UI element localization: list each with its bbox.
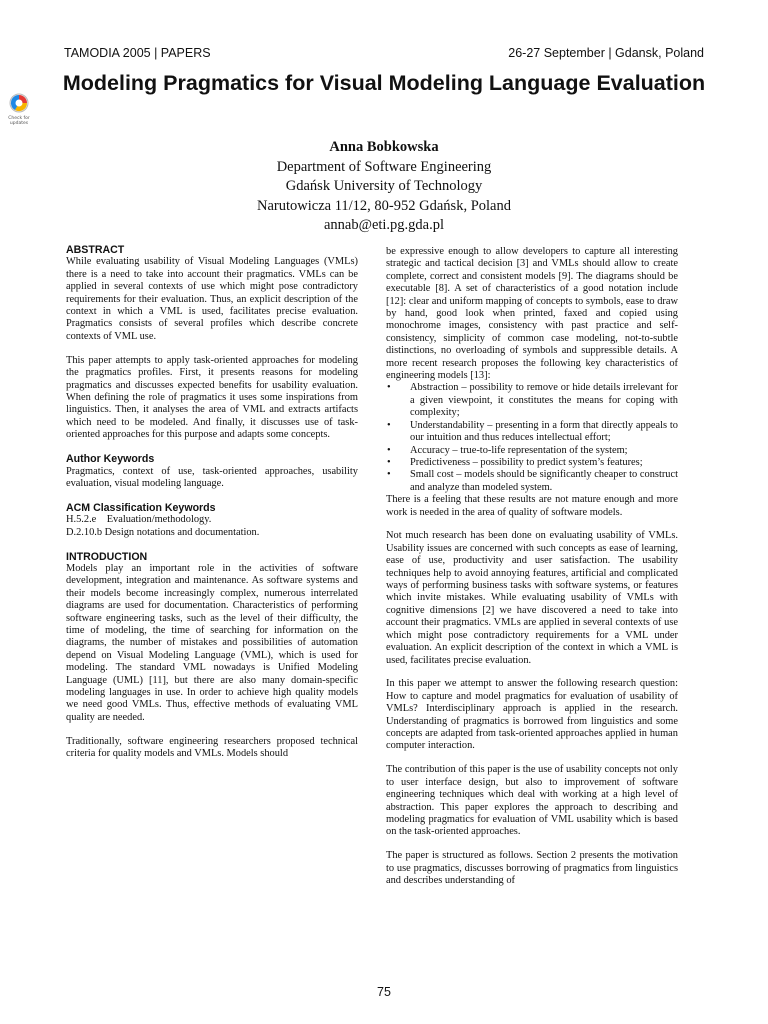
- svg-text:Check for: Check for: [8, 116, 30, 121]
- acm-keyword-1: H.5.2.e Evaluation/methodology.: [66, 514, 212, 526]
- bullet-icon: •: [387, 469, 391, 481]
- introduction-paragraph-2: Traditionally, software engineering researchers proposed technical criteria for quality models and VMLs. Models should: [66, 735, 358, 760]
- bullet-icon: •: [387, 456, 391, 468]
- check-for-updates-icon[interactable]: [6, 92, 32, 126]
- svg-text:updates: updates: [9, 121, 29, 126]
- list-item: • Understandability – presenting in a form that directly appeals to our intuition and thus reduces intellectual effort;: [387, 419, 678, 444]
- bullet-icon: •: [387, 382, 391, 394]
- right-column: [386, 246, 678, 899]
- list-item: • Predictiveness – possibility to predict system’s features;: [387, 456, 643, 468]
- right-paragraph-5: The contribution of this paper is the use of usability concepts not only to user interface design, but also to improvement of software engineering techniques which deal with working at a high level of abstraction. This paper explores the approach to describing and modeling pragmatics for evaluation of VML usability which is based on the task-oriented approaches.: [386, 764, 678, 838]
- left-column: [66, 244, 358, 772]
- introduction-heading: INTRODUCTION: [66, 550, 148, 563]
- author-university: Gdańsk University of Technology: [285, 178, 483, 194]
- right-paragraph-6: The paper is structured as follows. Section 2 presents the motivation to use pragmatics, discusses borrowing of pragmatics from linguistics and describes understanding of: [386, 850, 678, 887]
- list-item: • Accuracy – true-to-life representation of the system;: [387, 444, 628, 456]
- running-header-left: TAMODIA 2005 | PAPERS: [64, 46, 211, 60]
- list-item: • Abstraction – possibility to remove or hide details irrelevant for a given viewpoint, it constitutes the means for coping with complexity;: [387, 382, 678, 419]
- author-name: Anna Bobkowska: [329, 139, 439, 155]
- author-block: [0, 138, 768, 236]
- acm-keywords-heading: ACM Classification Keywords: [66, 501, 216, 514]
- running-header-right: 26-27 September | Gdansk, Poland: [508, 46, 704, 60]
- abstract-paragraph-2: This paper attempts to apply task-oriented approaches for modeling the pragmatics profiles. First, it presents reasons for modeling pragmatics and discusses expected benefits for usability evaluation. When defining the role of pragmatics it uses some inspirations from linguistics. Then, it analyses the area of VML and extracts artifacts which need to be modeled. And finally, it discusses use of task-oriented approaches for this purpose and adapts some concepts.: [66, 354, 358, 441]
- author-keywords-heading: Author Keywords: [66, 453, 155, 466]
- author-department: Department of Software Engineering: [276, 158, 492, 175]
- paper-title: Modeling Pragmatics for Visual Modeling Language Evaluation: [62, 71, 706, 95]
- bullet-icon: •: [387, 419, 391, 431]
- list-item: • Small cost – models should be significantly cheaper to construct and analyze than modeled system.: [387, 469, 678, 493]
- author-keywords-text: Pragmatics, context of use, task-oriented approaches, usability evaluation, visual modeling language.: [66, 465, 358, 489]
- page-number: 75: [377, 985, 391, 999]
- author-email: annab@eti.pg.gda.pl: [323, 217, 445, 233]
- bullet-icon: •: [387, 444, 391, 456]
- abstract-heading: ABSTRACT: [66, 244, 125, 256]
- right-paragraph-4: In this paper we attempt to answer the following research question: How to capture and model pragmatics for evaluation of usability of VMLs? Interdisciplinary approach is applied in the research. Understanding of pragmatics is borrowed from linguistics and some concepts are adapted from task-oriented approaches applied in human computer interaction.: [386, 678, 678, 752]
- introduction-paragraph-1: Models play an important role in the activities of software development, integration and maintenance. As software systems and their models become increasingly complex, numerous interrelated diagrams are used for documentation. Characteristics of performing software engineering tasks, such as the level of their difficulty, the time of modeling, the time of searching for information on the diagrams, the number of mistakes and possibilities of automation depend on Visual Modeling Language (VML), which is used for modeling. The standard VML nowadays is Unified Modeling Language (UML) [11], but there are also many domain-specific modeling languages in use. In order to achieve high quality models we need good VMLs. Thus, effective methods of evaluating VML quality are needed.: [66, 562, 358, 723]
- abstract-paragraph-1: While evaluating usability of Visual Modeling Languages (VMLs) there is a need to take into account their pragmatics. VMLs can be applied in several contexts of use which might pose contradictory requirements for their evaluation. Thus, an explicit description of the context in which a VML is used, facilitates precise evaluation. Pragmatics consists of several profiles which describe concrete contexts of VML use.: [66, 256, 358, 342]
- characteristics-list: [386, 382, 678, 494]
- right-paragraph-3: Not much research has been done on evaluating usability of VMLs. Usability issues are concerned with such concepts as ease of learning, ease of use, productivity and user satisfaction. The usability techniques help to avoid annoying features, artificial and complicated ways of performing business tasks with software systems, or features which invite mistakes. While evaluating usability of VMLs with cognitive dimensions [2] we have discovered a need to take into account their pragmatics. VMLs are applied in several contexts of use which might pose contradictory requirements for a VML under evaluation. An explicit description of the context in which a VML is used, facilitates precise evaluation.: [386, 530, 678, 666]
- right-paragraph-1: be expressive enough to allow developers to capture all interesting strategic and tactical decision [3] and VMLs should allow to create complete, correct and consistent models [9]. The diagrams should be executable [8]. A set of characteristics of a good notation include [12]: clear and uniform mapping of concepts to symbols, ease to draw by hand, good look when printed, faxed and copied using monochrome images, consistency with past practice and self-consistency, simplicity of common case modeling, not-to-subtle distinctions, no overloading of symbols and suppressible details. A more recent research proposes the following key characteristics of engineering models [13]:: [386, 246, 678, 382]
- acm-keyword-2: D.2.10.b Design notations and documentation.: [66, 526, 260, 538]
- author-address: Narutowicza 11/12, 80-952 Gdańsk, Poland: [257, 197, 511, 214]
- right-paragraph-2: There is a feeling that these results are not mature enough and more work is needed in the area of quality of software models.: [386, 494, 678, 518]
